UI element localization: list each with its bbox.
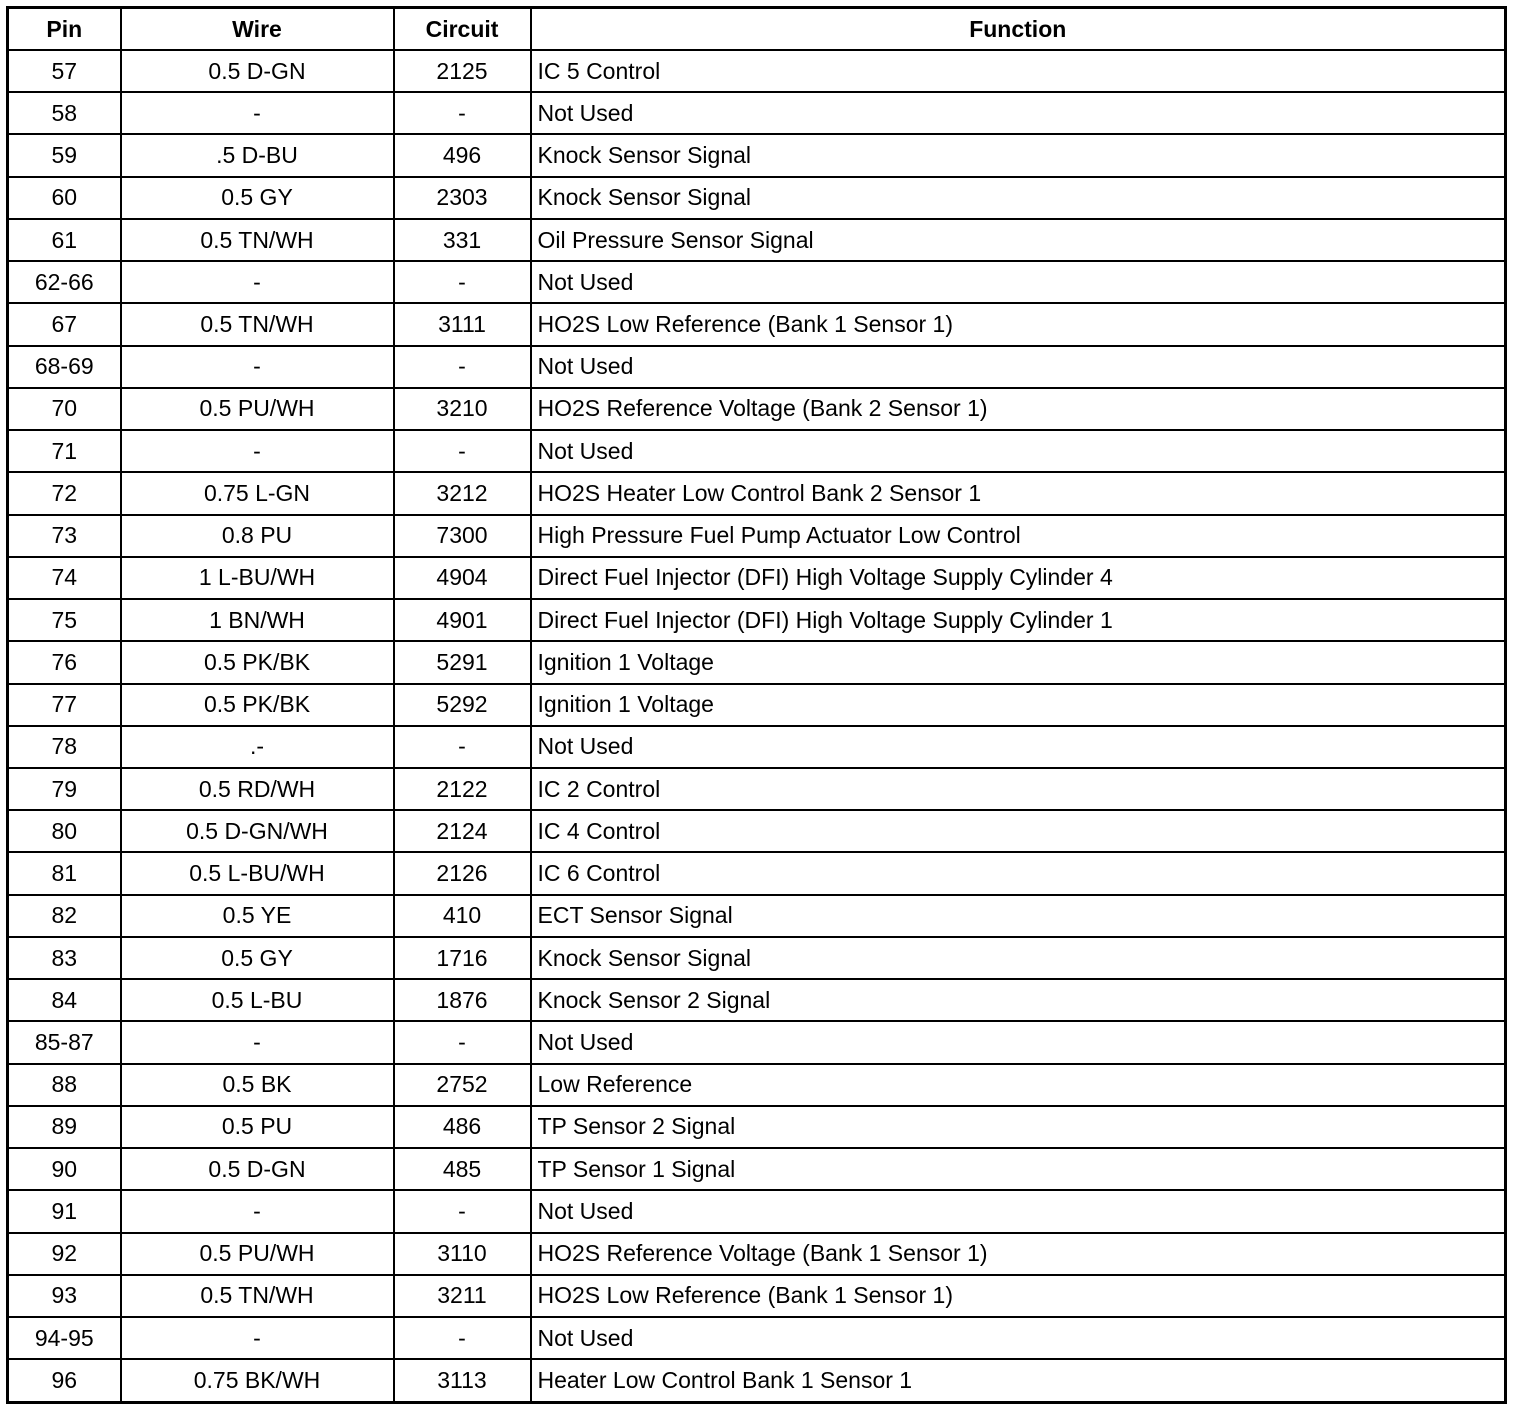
table-row <box>8 641 1506 683</box>
wire-cell: 0.5 TN/WH <box>121 303 394 345</box>
circuit-cell: 3111 <box>394 303 531 345</box>
table-row <box>8 388 1506 430</box>
pin-cell: 77 <box>8 684 121 726</box>
wire-cell: 1 BN/WH <box>121 599 394 641</box>
pin-cell: 78 <box>8 726 121 768</box>
circuit-cell: 3211 <box>394 1275 531 1317</box>
function-cell: Not Used <box>531 346 1506 388</box>
pin-cell: 94-95 <box>8 1317 121 1359</box>
table-row <box>8 937 1506 979</box>
wire-cell: 0.5 RD/WH <box>121 768 394 810</box>
wire-cell: 0.75 L-GN <box>121 472 394 514</box>
function-cell: Not Used <box>531 1021 1506 1063</box>
wire-cell: - <box>121 346 394 388</box>
circuit-cell: - <box>394 92 531 134</box>
function-cell: HO2S Reference Voltage (Bank 1 Sensor 1) <box>531 1233 1506 1275</box>
pin-cell: 71 <box>8 430 121 472</box>
function-cell: Not Used <box>531 1317 1506 1359</box>
function-cell: HO2S Reference Voltage (Bank 2 Sensor 1) <box>531 388 1506 430</box>
header-circuit: Circuit <box>394 8 531 51</box>
wire-cell: 0.8 PU <box>121 515 394 557</box>
table-row <box>8 684 1506 726</box>
circuit-cell: 1716 <box>394 937 531 979</box>
header-wire: Wire <box>121 8 394 51</box>
pin-cell: 70 <box>8 388 121 430</box>
wire-cell: 0.5 PK/BK <box>121 684 394 726</box>
circuit-cell: 1876 <box>394 979 531 1021</box>
pin-cell: 76 <box>8 641 121 683</box>
function-cell: Not Used <box>531 430 1506 472</box>
table-row <box>8 134 1506 176</box>
circuit-cell: 3113 <box>394 1359 531 1402</box>
circuit-cell: - <box>394 1317 531 1359</box>
pin-cell: 79 <box>8 768 121 810</box>
function-cell: Not Used <box>531 726 1506 768</box>
function-cell: IC 4 Control <box>531 810 1506 852</box>
circuit-cell: - <box>394 1021 531 1063</box>
wire-cell: 0.5 GY <box>121 177 394 219</box>
circuit-cell: 410 <box>394 895 531 937</box>
pin-cell: 58 <box>8 92 121 134</box>
circuit-cell: - <box>394 346 531 388</box>
circuit-cell: 4901 <box>394 599 531 641</box>
function-cell: Knock Sensor Signal <box>531 177 1506 219</box>
wire-cell: 0.5 L-BU <box>121 979 394 1021</box>
table-row <box>8 50 1506 92</box>
pin-cell: 73 <box>8 515 121 557</box>
circuit-cell: 2126 <box>394 852 531 894</box>
wire-cell: 0.5 PU/WH <box>121 388 394 430</box>
function-cell: HO2S Low Reference (Bank 1 Sensor 1) <box>531 303 1506 345</box>
function-cell: IC 6 Control <box>531 852 1506 894</box>
table-row <box>8 1233 1506 1275</box>
circuit-cell: 3110 <box>394 1233 531 1275</box>
table-row <box>8 1275 1506 1317</box>
function-cell: Oil Pressure Sensor Signal <box>531 219 1506 261</box>
wire-cell: 0.5 YE <box>121 895 394 937</box>
circuit-cell: 3212 <box>394 472 531 514</box>
wire-cell: 0.5 GY <box>121 937 394 979</box>
circuit-cell: 7300 <box>394 515 531 557</box>
wire-cell: 0.5 BK <box>121 1064 394 1106</box>
table-row <box>8 1064 1506 1106</box>
circuit-cell: 5291 <box>394 641 531 683</box>
table-row <box>8 979 1506 1021</box>
wire-cell: 0.5 PU <box>121 1106 394 1148</box>
pin-cell: 83 <box>8 937 121 979</box>
circuit-cell: 2303 <box>394 177 531 219</box>
wire-cell: 0.5 PU/WH <box>121 1233 394 1275</box>
function-cell: ECT Sensor Signal <box>531 895 1506 937</box>
circuit-cell: - <box>394 1190 531 1232</box>
header-pin: Pin <box>8 8 121 51</box>
pin-cell: 84 <box>8 979 121 1021</box>
header-function: Function <box>531 8 1506 51</box>
header-row <box>8 8 1506 51</box>
function-cell: High Pressure Fuel Pump Actuator Low Control <box>531 515 1506 557</box>
wire-cell: - <box>121 92 394 134</box>
pin-cell: 85-87 <box>8 1021 121 1063</box>
pin-cell: 93 <box>8 1275 121 1317</box>
wire-cell: 0.5 D-GN <box>121 50 394 92</box>
function-cell: TP Sensor 1 Signal <box>531 1148 1506 1190</box>
table-row <box>8 895 1506 937</box>
circuit-cell: 486 <box>394 1106 531 1148</box>
wire-cell: 0.75 BK/WH <box>121 1359 394 1402</box>
wire-cell: - <box>121 430 394 472</box>
table-row <box>8 557 1506 599</box>
circuit-cell: 3210 <box>394 388 531 430</box>
wire-cell: .- <box>121 726 394 768</box>
circuit-cell: 331 <box>394 219 531 261</box>
function-cell: Low Reference <box>531 1064 1506 1106</box>
wire-cell: 1 L-BU/WH <box>121 557 394 599</box>
pin-cell: 62-66 <box>8 261 121 303</box>
pin-cell: 96 <box>8 1359 121 1402</box>
table-row <box>8 515 1506 557</box>
pin-cell: 92 <box>8 1233 121 1275</box>
circuit-cell: 2125 <box>394 50 531 92</box>
table-row <box>8 1106 1506 1148</box>
pin-cell: 81 <box>8 852 121 894</box>
function-cell: IC 5 Control <box>531 50 1506 92</box>
table-row <box>8 219 1506 261</box>
table-row <box>8 599 1506 641</box>
table-row <box>8 852 1506 894</box>
table-row <box>8 810 1506 852</box>
pin-cell: 82 <box>8 895 121 937</box>
function-cell: Heater Low Control Bank 1 Sensor 1 <box>531 1359 1506 1402</box>
pin-cell: 60 <box>8 177 121 219</box>
circuit-cell: - <box>394 261 531 303</box>
pin-cell: 88 <box>8 1064 121 1106</box>
pin-cell: 75 <box>8 599 121 641</box>
pin-cell: 59 <box>8 134 121 176</box>
pin-cell: 74 <box>8 557 121 599</box>
circuit-cell: 2122 <box>394 768 531 810</box>
circuit-cell: - <box>394 430 531 472</box>
wire-cell: 0.5 TN/WH <box>121 219 394 261</box>
function-cell: Knock Sensor Signal <box>531 937 1506 979</box>
wire-cell: - <box>121 1021 394 1063</box>
table-body <box>8 50 1506 1403</box>
circuit-cell: 2124 <box>394 810 531 852</box>
wire-cell: 0.5 D-GN/WH <box>121 810 394 852</box>
table-row <box>8 430 1506 472</box>
wire-cell: 0.5 D-GN <box>121 1148 394 1190</box>
table-row <box>8 1148 1506 1190</box>
function-cell: Not Used <box>531 92 1506 134</box>
circuit-cell: 485 <box>394 1148 531 1190</box>
table-row <box>8 726 1506 768</box>
table-row <box>8 177 1506 219</box>
circuit-cell: 2752 <box>394 1064 531 1106</box>
connector-pinout-table <box>6 6 1507 1404</box>
wire-cell: .5 D-BU <box>121 134 394 176</box>
circuit-cell: 496 <box>394 134 531 176</box>
table-row <box>8 472 1506 514</box>
circuit-cell: - <box>394 726 531 768</box>
function-cell: HO2S Heater Low Control Bank 2 Sensor 1 <box>531 472 1506 514</box>
wire-cell: - <box>121 1190 394 1232</box>
function-cell: Direct Fuel Injector (DFI) High Voltage Supply Cylinder 1 <box>531 599 1506 641</box>
pin-cell: 57 <box>8 50 121 92</box>
pin-cell: 68-69 <box>8 346 121 388</box>
pin-cell: 67 <box>8 303 121 345</box>
wire-cell: - <box>121 1317 394 1359</box>
circuit-cell: 4904 <box>394 557 531 599</box>
function-cell: Not Used <box>531 1190 1506 1232</box>
pin-cell: 80 <box>8 810 121 852</box>
function-cell: Direct Fuel Injector (DFI) High Voltage Supply Cylinder 4 <box>531 557 1506 599</box>
table-row <box>8 303 1506 345</box>
table-row <box>8 261 1506 303</box>
pin-cell: 61 <box>8 219 121 261</box>
table-row <box>8 92 1506 134</box>
function-cell: HO2S Low Reference (Bank 1 Sensor 1) <box>531 1275 1506 1317</box>
table-row <box>8 1317 1506 1359</box>
pin-cell: 90 <box>8 1148 121 1190</box>
table-row <box>8 1021 1506 1063</box>
pin-cell: 72 <box>8 472 121 514</box>
function-cell: Not Used <box>531 261 1506 303</box>
function-cell: Ignition 1 Voltage <box>531 684 1506 726</box>
wire-cell: 0.5 PK/BK <box>121 641 394 683</box>
table-row <box>8 1359 1506 1402</box>
table-row <box>8 1190 1506 1232</box>
pin-cell: 89 <box>8 1106 121 1148</box>
wire-cell: 0.5 TN/WH <box>121 1275 394 1317</box>
function-cell: Knock Sensor 2 Signal <box>531 979 1506 1021</box>
table-row <box>8 768 1506 810</box>
wire-cell: 0.5 L-BU/WH <box>121 852 394 894</box>
function-cell: Ignition 1 Voltage <box>531 641 1506 683</box>
wire-cell: - <box>121 261 394 303</box>
function-cell: Knock Sensor Signal <box>531 134 1506 176</box>
pin-cell: 91 <box>8 1190 121 1232</box>
function-cell: IC 2 Control <box>531 768 1506 810</box>
table-row <box>8 346 1506 388</box>
circuit-cell: 5292 <box>394 684 531 726</box>
function-cell: TP Sensor 2 Signal <box>531 1106 1506 1148</box>
